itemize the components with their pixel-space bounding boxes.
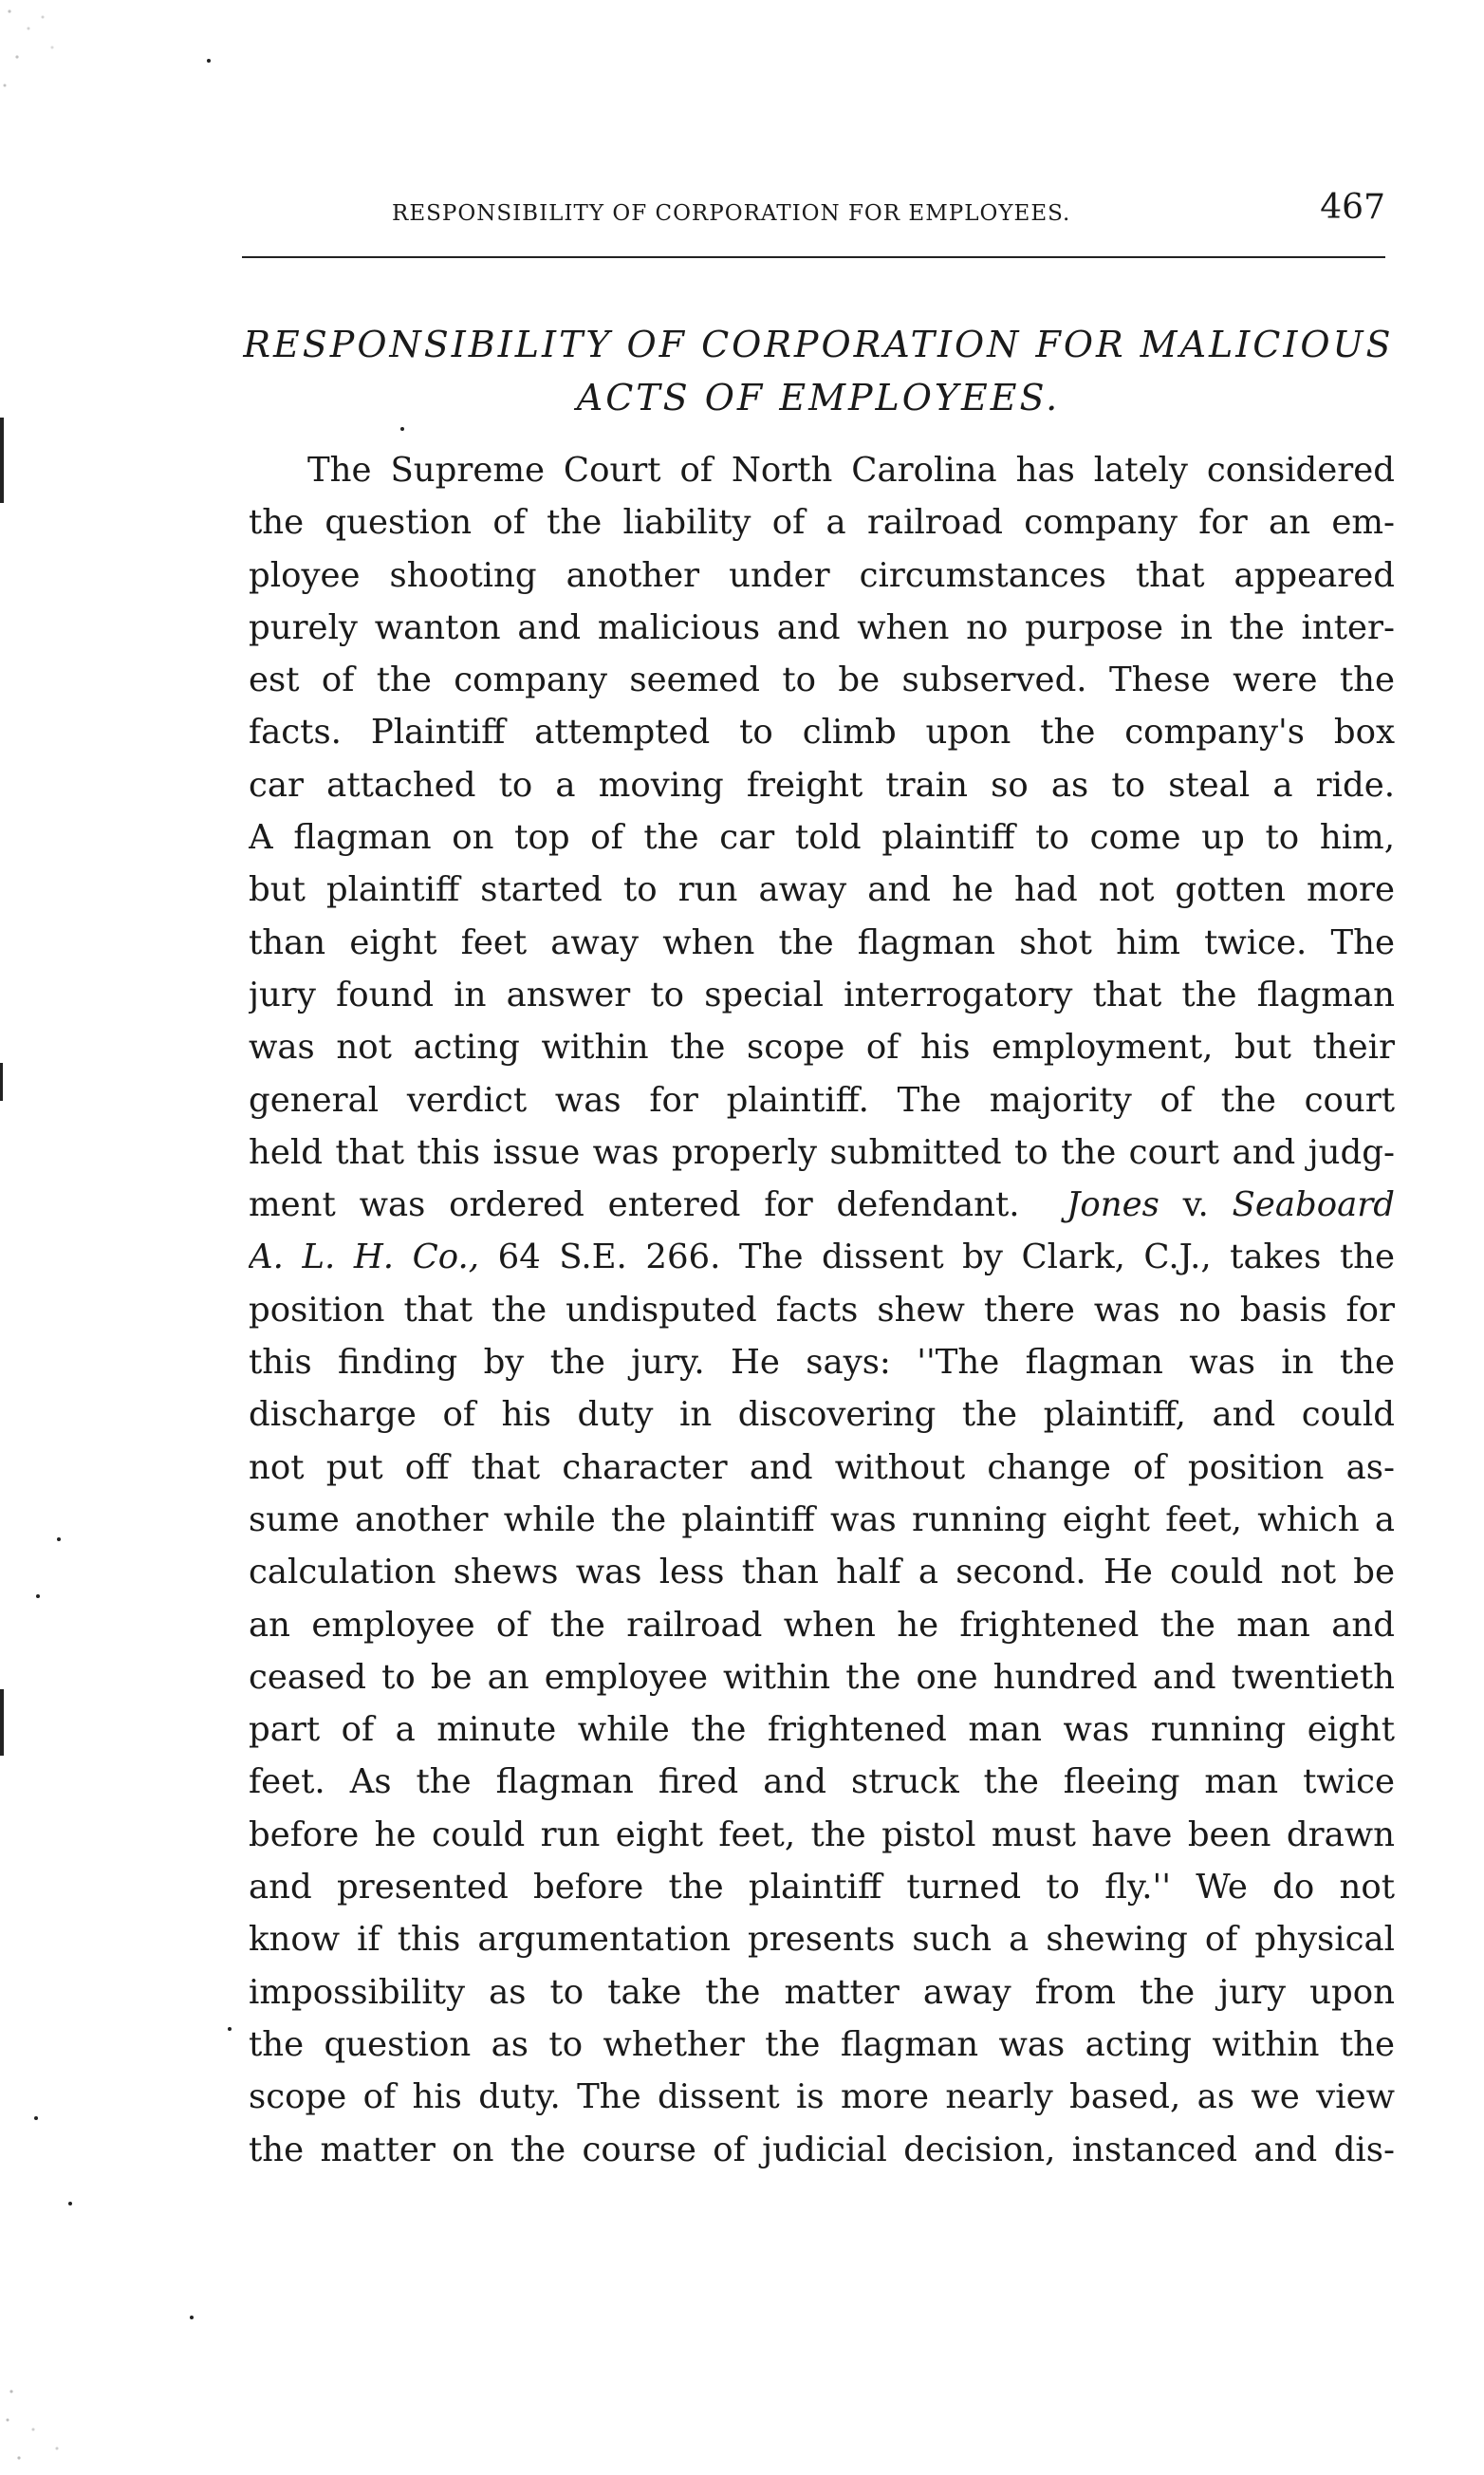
body-line: general verdict was for plaintiff. The majority of the court [249, 1080, 1395, 1120]
body-line-citation [249, 1231, 1395, 1283]
margin-mark [0, 418, 4, 503]
article-body [249, 444, 1395, 2176]
body-line: discharge of his duty in discovering the plaintiff, and could [249, 1395, 1395, 1435]
body-line: A flagman on top of the car told plaintiff to come up to him, [249, 818, 1395, 858]
body-line: facts. Plaintiff attempted to climb upon the company's box [249, 713, 1395, 753]
stray-dot [57, 1537, 61, 1541]
body-line: impossibility as to take the matter away from the jury upon [249, 1972, 1395, 2012]
body-line: position that the undisputed facts shew there was no basis for [249, 1290, 1395, 1330]
body-line: est of the company seemed to be subserved. These were the [249, 661, 1395, 700]
stray-dot [400, 427, 404, 431]
stray-dot [190, 2316, 194, 2319]
body-line: than eight feet away when the flagman shot him twice. The [249, 922, 1395, 962]
stray-dot [207, 59, 211, 63]
body-line-text: ment was ordered entered for defendant. [249, 1185, 1020, 1225]
body-line: the matter on the course of judicial decision, instanced and dis- [249, 2130, 1395, 2169]
stray-dot [34, 2116, 38, 2120]
article-title-line-2: ACTS OF EMPLOYEES. [576, 377, 1061, 419]
margin-mark [0, 1063, 3, 1101]
body-line: calculation shews was less than half a second. He could not be [249, 1553, 1395, 1592]
body-line: ceased to be an employee within the one hundred and twentieth [249, 1657, 1395, 1697]
scan-speckle-top-left [0, 0, 76, 104]
body-line: an employee of the railroad when he frightened the man and [249, 1605, 1395, 1645]
body-line: scope of his duty. The dissent is more nearly based, as we view [249, 2077, 1395, 2117]
header-rule [242, 256, 1385, 258]
body-line: purely wanton and malicious and when no purpose in the inter- [249, 607, 1395, 647]
article-title-line-1: RESPONSIBILITY OF CORPORATION FOR MALICIOUS [243, 324, 1394, 365]
body-line: feet. As the flagman fired and struck the fleeing man twice [249, 1762, 1395, 1802]
body-line: know if this argumentation presents such a shewing of physical [249, 1920, 1395, 1960]
body-line: car attached to a moving freight train so as to steal a ride. [249, 765, 1395, 805]
body-line: the question of the liability of a railroad company for an em- [249, 503, 1395, 543]
citation-v: v. [1182, 1185, 1209, 1225]
citation-reporter: A. L. H. Co., [249, 1238, 480, 1277]
stray-dot [68, 2202, 72, 2205]
body-line: held that this issue was properly submitted to the court and judg- [249, 1132, 1395, 1172]
body-line-citation [249, 1179, 1395, 1231]
body-line: ployee shooting another under circumstances that appeared [249, 555, 1395, 595]
stray-dot [36, 1594, 40, 1598]
body-line: sume another while the plaintiff was running eight feet, which a [249, 1499, 1395, 1539]
citation-case-b: Seaboard [1232, 1185, 1395, 1225]
citation-rest: 64 S.E. 266. The dissent by Clark, C.J., takes the [497, 1238, 1395, 1277]
stray-dot [228, 2027, 232, 2031]
running-head [242, 188, 1400, 235]
scan-speckle-bottom-left [0, 2354, 85, 2475]
body-line: The Supreme Court of North Carolina has lately considered [307, 451, 1395, 490]
body-line: the question as to whether the flagman was acting within the [249, 2024, 1395, 2064]
article-title [242, 318, 1395, 424]
body-line: part of a minute while the frightened man was running eight [249, 1710, 1395, 1750]
body-line: and presented before the plaintiff turned to fly.'' We do not [249, 1868, 1395, 1907]
running-head-title: RESPONSIBILITY OF CORPORATION FOR EMPLOYEES. [392, 201, 1071, 226]
body-line: this finding by the jury. He says: ''The flagman was in the [249, 1343, 1395, 1383]
citation-case-a: Jones [1067, 1185, 1159, 1225]
body-line: not put off that character and without change of position as- [249, 1447, 1395, 1487]
margin-mark [0, 1689, 4, 1756]
body-line: but plaintiff started to run away and he had not gotten more [249, 870, 1395, 910]
page-number: 467 [1320, 188, 1385, 227]
body-line: was not acting within the scope of his employment, but their [249, 1028, 1395, 1068]
body-line: before he could run eight feet, the pistol must have been drawn [249, 1814, 1395, 1854]
body-line: jury found in answer to special interrogatory that the flagman [249, 975, 1395, 1014]
